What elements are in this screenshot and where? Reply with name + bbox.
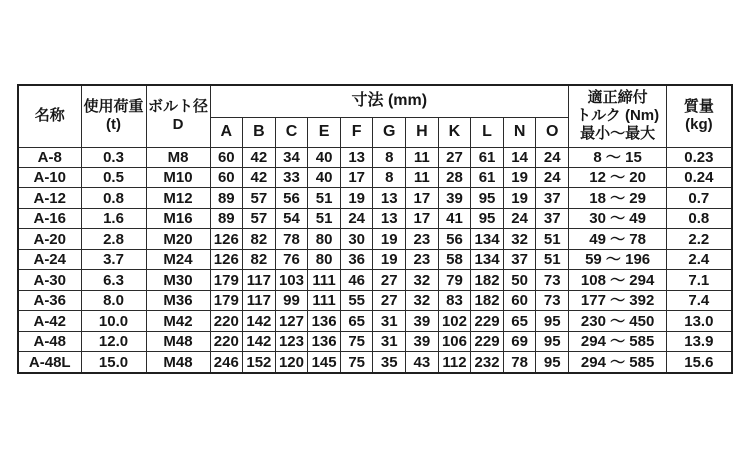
cell-mass: 0.24 xyxy=(667,167,732,187)
cell-bolt: M16 xyxy=(146,208,210,228)
cell-dim-C: 76 xyxy=(275,249,308,269)
cell-dim-E: 136 xyxy=(308,331,341,351)
cell-dim-K: 27 xyxy=(438,147,471,167)
cell-bolt: M42 xyxy=(146,311,210,331)
cell-load: 0.5 xyxy=(81,167,146,187)
cell-dim-H: 23 xyxy=(406,229,439,249)
cell-dim-K: 56 xyxy=(438,229,471,249)
cell-mass: 15.6 xyxy=(667,352,732,373)
table-row xyxy=(18,290,732,310)
cell-dim-G: 13 xyxy=(373,208,406,228)
cell-mass: 7.4 xyxy=(667,290,732,310)
cell-dim-K: 79 xyxy=(438,270,471,290)
cell-dim-O: 51 xyxy=(536,249,569,269)
cell-dim-C: 54 xyxy=(275,208,308,228)
cell-dim-F: 75 xyxy=(340,352,373,373)
table-row xyxy=(18,229,732,249)
cell-mass: 0.7 xyxy=(667,188,732,208)
cell-dim-F: 36 xyxy=(340,249,373,269)
cell-dim-B: 42 xyxy=(243,147,276,167)
table-row xyxy=(18,270,732,290)
cell-dim-N: 37 xyxy=(503,249,536,269)
cell-dim-L: 232 xyxy=(471,352,504,373)
cell-dim-L: 95 xyxy=(471,188,504,208)
cell-mass: 2.2 xyxy=(667,229,732,249)
cell-dim-B: 117 xyxy=(243,290,276,310)
cell-dim-L: 134 xyxy=(471,229,504,249)
cell-dim-K: 28 xyxy=(438,167,471,187)
header-working-load: 使用荷重 (t) xyxy=(81,85,146,147)
cell-dim-H: 39 xyxy=(406,311,439,331)
cell-dim-G: 13 xyxy=(373,188,406,208)
header-mass: 質量 (kg) xyxy=(667,85,732,147)
cell-dim-C: 34 xyxy=(275,147,308,167)
cell-load: 8.0 xyxy=(81,290,146,310)
cell-dim-C: 127 xyxy=(275,311,308,331)
cell-dim-A: 220 xyxy=(210,311,243,331)
cell-dim-B: 82 xyxy=(243,229,276,249)
cell-dim-K: 41 xyxy=(438,208,471,228)
cell-dim-B: 57 xyxy=(243,208,276,228)
cell-name: A-8 xyxy=(18,147,81,167)
cell-bolt: M48 xyxy=(146,331,210,351)
cell-load: 12.0 xyxy=(81,331,146,351)
cell-dim-H: 39 xyxy=(406,331,439,351)
cell-bolt: M48 xyxy=(146,352,210,373)
cell-dim-L: 61 xyxy=(471,147,504,167)
header-dim-F: F xyxy=(340,117,373,147)
cell-dim-O: 73 xyxy=(536,270,569,290)
table-row xyxy=(18,352,732,373)
cell-load: 15.0 xyxy=(81,352,146,373)
cell-dim-F: 19 xyxy=(340,188,373,208)
cell-dim-H: 32 xyxy=(406,270,439,290)
cell-dim-F: 55 xyxy=(340,290,373,310)
cell-dim-G: 27 xyxy=(373,290,406,310)
cell-mass: 13.0 xyxy=(667,311,732,331)
cell-dim-O: 51 xyxy=(536,229,569,249)
cell-dim-A: 246 xyxy=(210,352,243,373)
cell-load: 2.8 xyxy=(81,229,146,249)
cell-dim-H: 17 xyxy=(406,208,439,228)
cell-dim-O: 73 xyxy=(536,290,569,310)
cell-dim-L: 182 xyxy=(471,290,504,310)
cell-dim-H: 11 xyxy=(406,167,439,187)
cell-dim-L: 229 xyxy=(471,311,504,331)
table-row xyxy=(18,331,732,351)
cell-name: A-42 xyxy=(18,311,81,331)
cell-dim-F: 13 xyxy=(340,147,373,167)
cell-dim-N: 60 xyxy=(503,290,536,310)
cell-dim-O: 95 xyxy=(536,331,569,351)
cell-dim-B: 82 xyxy=(243,249,276,269)
cell-load: 10.0 xyxy=(81,311,146,331)
cell-dim-B: 142 xyxy=(243,311,276,331)
cell-bolt: M30 xyxy=(146,270,210,290)
cell-load: 3.7 xyxy=(81,249,146,269)
cell-dim-O: 95 xyxy=(536,311,569,331)
cell-dim-L: 95 xyxy=(471,208,504,228)
cell-dim-G: 8 xyxy=(373,147,406,167)
cell-dim-A: 126 xyxy=(210,249,243,269)
cell-dim-C: 123 xyxy=(275,331,308,351)
cell-torque: 18 ～ 29 xyxy=(569,188,667,208)
cell-dim-E: 40 xyxy=(308,147,341,167)
table-row xyxy=(18,147,732,167)
header-bolt-diameter: ボルト径 D xyxy=(146,85,210,147)
spec-table xyxy=(17,84,733,374)
cell-name: A-30 xyxy=(18,270,81,290)
cell-dim-N: 78 xyxy=(503,352,536,373)
cell-dim-G: 31 xyxy=(373,311,406,331)
cell-dim-F: 75 xyxy=(340,331,373,351)
cell-torque: 294 ～ 585 xyxy=(569,331,667,351)
cell-dim-O: 24 xyxy=(536,147,569,167)
header-dim-H: H xyxy=(406,117,439,147)
cell-dim-B: 57 xyxy=(243,188,276,208)
cell-dim-A: 179 xyxy=(210,290,243,310)
cell-mass: 0.23 xyxy=(667,147,732,167)
cell-dim-N: 32 xyxy=(503,229,536,249)
cell-dim-A: 89 xyxy=(210,208,243,228)
cell-dim-N: 19 xyxy=(503,188,536,208)
cell-dim-N: 69 xyxy=(503,331,536,351)
cell-name: A-20 xyxy=(18,229,81,249)
cell-dim-E: 51 xyxy=(308,208,341,228)
cell-dim-N: 50 xyxy=(503,270,536,290)
cell-dim-K: 102 xyxy=(438,311,471,331)
cell-load: 0.3 xyxy=(81,147,146,167)
cell-dim-B: 142 xyxy=(243,331,276,351)
header-dim-E: E xyxy=(308,117,341,147)
cell-dim-K: 106 xyxy=(438,331,471,351)
header-dim-N: N xyxy=(503,117,536,147)
cell-torque: 12 ～ 20 xyxy=(569,167,667,187)
table-row xyxy=(18,167,732,187)
cell-mass: 0.8 xyxy=(667,208,732,228)
cell-dim-L: 182 xyxy=(471,270,504,290)
cell-torque: 230 ～ 450 xyxy=(569,311,667,331)
cell-dim-G: 19 xyxy=(373,249,406,269)
cell-bolt: M24 xyxy=(146,249,210,269)
cell-dim-L: 229 xyxy=(471,331,504,351)
header-dim-B: B xyxy=(243,117,276,147)
header-dim-L: L xyxy=(471,117,504,147)
spec-table-body xyxy=(18,147,732,373)
table-row xyxy=(18,311,732,331)
cell-bolt: M8 xyxy=(146,147,210,167)
cell-torque: 49 ～ 78 xyxy=(569,229,667,249)
cell-torque: 30 ～ 49 xyxy=(569,208,667,228)
cell-torque: 294 ～ 585 xyxy=(569,352,667,373)
cell-dim-E: 111 xyxy=(308,290,341,310)
table-row xyxy=(18,188,732,208)
cell-dim-G: 27 xyxy=(373,270,406,290)
cell-dim-O: 37 xyxy=(536,208,569,228)
cell-dim-H: 17 xyxy=(406,188,439,208)
cell-dim-E: 136 xyxy=(308,311,341,331)
cell-dim-F: 30 xyxy=(340,229,373,249)
cell-load: 6.3 xyxy=(81,270,146,290)
cell-dim-N: 65 xyxy=(503,311,536,331)
cell-dim-G: 31 xyxy=(373,331,406,351)
header-dim-A: A xyxy=(210,117,243,147)
cell-dim-E: 145 xyxy=(308,352,341,373)
cell-dim-C: 33 xyxy=(275,167,308,187)
cell-load: 1.6 xyxy=(81,208,146,228)
cell-torque: 108 ～ 294 xyxy=(569,270,667,290)
table-row xyxy=(18,249,732,269)
cell-dim-A: 220 xyxy=(210,331,243,351)
cell-name: A-24 xyxy=(18,249,81,269)
cell-dim-N: 19 xyxy=(503,167,536,187)
cell-dim-A: 126 xyxy=(210,229,243,249)
cell-bolt: M20 xyxy=(146,229,210,249)
cell-name: A-12 xyxy=(18,188,81,208)
cell-bolt: M12 xyxy=(146,188,210,208)
cell-dim-C: 120 xyxy=(275,352,308,373)
header-dimensions: 寸法 (mm) xyxy=(210,85,569,117)
cell-dim-F: 65 xyxy=(340,311,373,331)
cell-dim-E: 111 xyxy=(308,270,341,290)
cell-torque: 8 ～ 15 xyxy=(569,147,667,167)
cell-dim-O: 95 xyxy=(536,352,569,373)
cell-dim-G: 19 xyxy=(373,229,406,249)
header-tightening-torque: 適正締付 トルク (Nm) 最小～最大 xyxy=(569,85,667,147)
cell-dim-G: 8 xyxy=(373,167,406,187)
cell-dim-N: 14 xyxy=(503,147,536,167)
cell-dim-C: 103 xyxy=(275,270,308,290)
cell-dim-K: 112 xyxy=(438,352,471,373)
cell-name: A-48 xyxy=(18,331,81,351)
cell-dim-E: 51 xyxy=(308,188,341,208)
header-dim-K: K xyxy=(438,117,471,147)
cell-dim-F: 46 xyxy=(340,270,373,290)
header-name xyxy=(18,85,81,147)
cell-mass: 13.9 xyxy=(667,331,732,351)
cell-torque: 59 ～ 196 xyxy=(569,249,667,269)
cell-name: A-10 xyxy=(18,167,81,187)
cell-bolt: M10 xyxy=(146,167,210,187)
cell-dim-K: 58 xyxy=(438,249,471,269)
cell-dim-B: 152 xyxy=(243,352,276,373)
cell-dim-A: 60 xyxy=(210,147,243,167)
cell-dim-E: 40 xyxy=(308,167,341,187)
cell-dim-O: 24 xyxy=(536,167,569,187)
cell-name: A-36 xyxy=(18,290,81,310)
cell-dim-F: 17 xyxy=(340,167,373,187)
cell-dim-H: 23 xyxy=(406,249,439,269)
cell-torque: 177 ～ 392 xyxy=(569,290,667,310)
header-dim-C: C xyxy=(275,117,308,147)
header-name-label: 名称 xyxy=(34,107,65,125)
cell-dim-H: 11 xyxy=(406,147,439,167)
cell-name: A-16 xyxy=(18,208,81,228)
cell-dim-H: 43 xyxy=(406,352,439,373)
cell-dim-E: 80 xyxy=(308,249,341,269)
cell-dim-G: 35 xyxy=(373,352,406,373)
cell-dim-B: 117 xyxy=(243,270,276,290)
cell-mass: 7.1 xyxy=(667,270,732,290)
header-dim-G: G xyxy=(373,117,406,147)
cell-dim-A: 89 xyxy=(210,188,243,208)
cell-load: 0.8 xyxy=(81,188,146,208)
cell-dim-E: 80 xyxy=(308,229,341,249)
cell-dim-L: 134 xyxy=(471,249,504,269)
cell-dim-K: 83 xyxy=(438,290,471,310)
cell-dim-H: 32 xyxy=(406,290,439,310)
cell-dim-C: 99 xyxy=(275,290,308,310)
cell-dim-O: 37 xyxy=(536,188,569,208)
table-row xyxy=(18,208,732,228)
cell-dim-A: 60 xyxy=(210,167,243,187)
header-dim-O: O xyxy=(536,117,569,147)
cell-dim-B: 42 xyxy=(243,167,276,187)
cell-dim-F: 24 xyxy=(340,208,373,228)
cell-name: A-48L xyxy=(18,352,81,373)
cell-bolt: M36 xyxy=(146,290,210,310)
cell-dim-C: 56 xyxy=(275,188,308,208)
cell-dim-N: 24 xyxy=(503,208,536,228)
cell-mass: 2.4 xyxy=(667,249,732,269)
cell-dim-C: 78 xyxy=(275,229,308,249)
cell-dim-L: 61 xyxy=(471,167,504,187)
cell-dim-A: 179 xyxy=(210,270,243,290)
cell-dim-K: 39 xyxy=(438,188,471,208)
